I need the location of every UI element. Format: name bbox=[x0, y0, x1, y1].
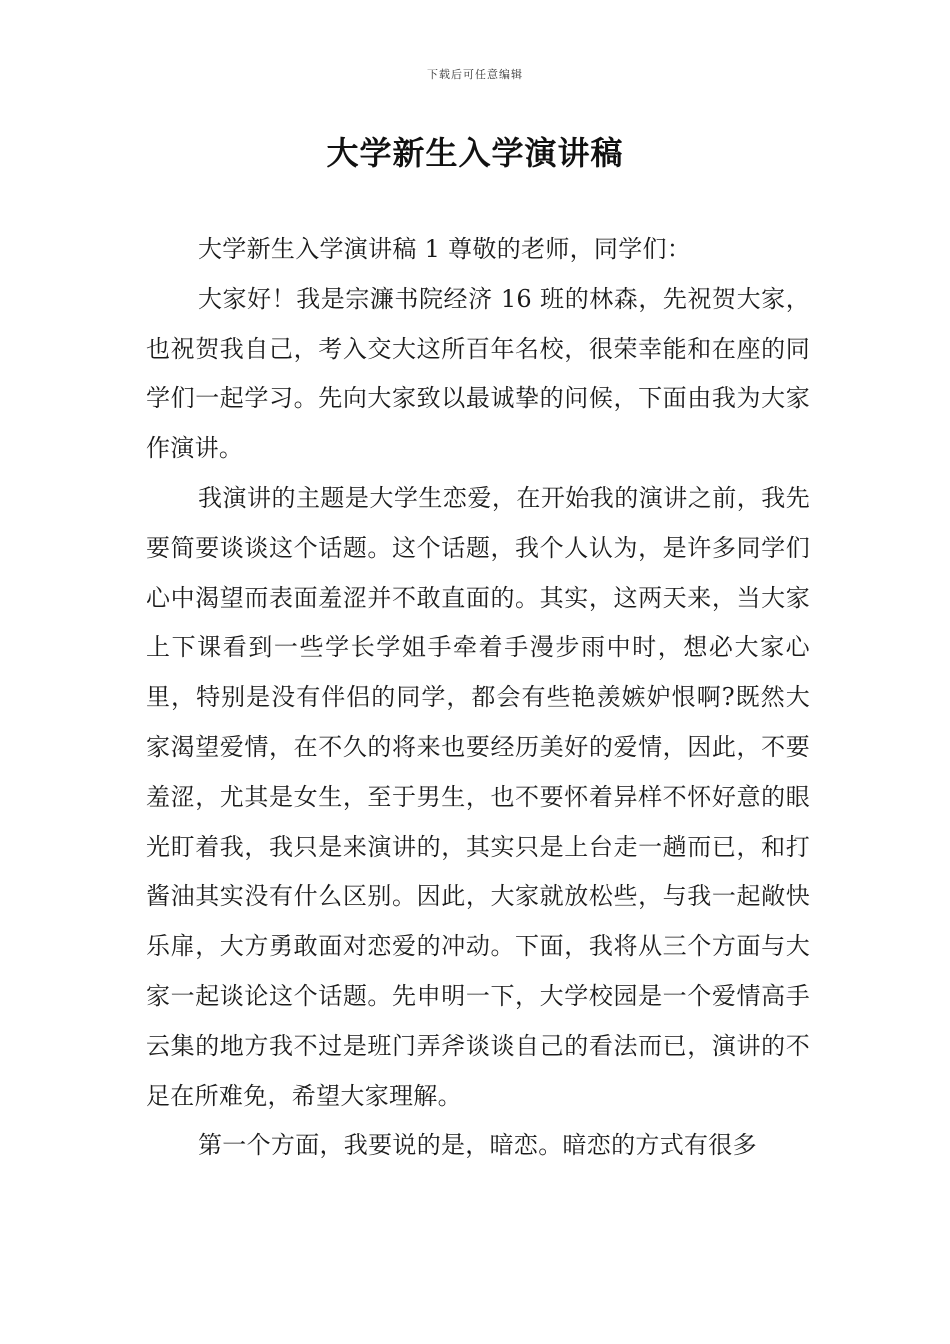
paragraph-introduction: 大家好！我是宗濂书院经济 16 班的林森，先祝贺大家，也祝贺我自己，考入交大这所百年名校，很荣幸能和在座的同学们一起学习。先向大家致以最诚挚的问候，下面由我为大家作演讲。 bbox=[146, 284, 810, 463]
paragraph-greeting: 大学新生入学演讲稿 1 尊敬的老师，同学们： bbox=[198, 235, 692, 263]
paragraph-topic: 我演讲的主题是大学生恋爱，在开始我的演讲之前，我先要简要谈谈这个话题。这个话题，我个人认为，是许多同学们心中渴望而表面羞涩并不敢直面的。其实，这两天来，当大家上下课看到一些学长学姐手牵着手漫步雨中时，想必大家心里，特别是没有伴侣的同学，都会有些艳羡嫉妒恨啊?既然大家渴望爱情，在不久的将来也要经历美好的爱情，因此，不要羞涩，尤其是女生，至于男生，也不要怀着异样不怀好意的眼光盯着我，我只是来演讲的，其实只是上台走一趟而已，和打酱油其实没有什么区别。因此，大家就放松些，与我一起敞快乐扉，大方勇敢面对恋爱的冲动。下面，我将从三个方面与大家一起谈论这个话题。先申明一下，大学校园是一个爱情高手云集的地方我不过是班门弄斧谈谈自己的看法而已，演讲的不足在所难免，希望大家理解。 bbox=[146, 483, 810, 1110]
header-note: 下载后可任意编辑 bbox=[427, 68, 523, 81]
document-body bbox=[146, 225, 810, 1171]
paragraph-first-aspect: 第一个方面，我要说的是，暗恋。暗恋的方式有很多 bbox=[198, 1131, 757, 1160]
document-title: 大学新生入学演讲稿 bbox=[326, 134, 624, 172]
